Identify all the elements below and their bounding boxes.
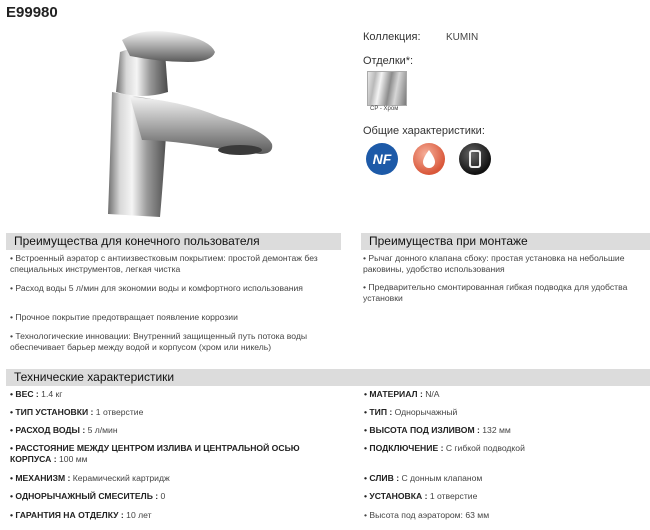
mount-advantage-1: • Рычаг донного клапана сбоку: простая установка на небольшие раковины, удобство использования	[363, 253, 625, 274]
section-header-user-advantages: Преимущества для конечного пользователя	[6, 233, 341, 250]
finish-caption: CP - Хром	[370, 106, 399, 112]
tech-spec-single-lever: • ОДНОРЫЧАЖНЫЙ СМЕСИТЕЛЬ : 0	[10, 491, 166, 501]
characteristics-label: Общие характеристики:	[363, 125, 485, 137]
tech-spec-warranty: • ГАРАНТИЯ НА ОТДЕЛКУ : 10 лет	[10, 510, 152, 520]
user-advantage-4: • Технологические инновации: Внутренний защищенный путь потока воды обеспечивает барьер между водой и корпусом (хром или никель)	[10, 331, 308, 352]
tech-spec-mechanism: • МЕХАНИЗМ : Керамический картридж	[10, 473, 170, 483]
tech-spec-spout-height: • ВЫСОТА ПОД ИЗЛИВОМ : 132 мм	[364, 425, 511, 435]
tech-spec-material: • МАТЕРИАЛ : N/A	[364, 389, 440, 399]
water-drop-icon	[413, 143, 445, 175]
finishes-label: Отделки*:	[363, 55, 414, 67]
nf-certification-icon: NF	[366, 143, 398, 175]
user-advantage-3: • Прочное покрытие предотвращает появление коррозии	[10, 312, 238, 322]
tech-spec-type: • ТИП : Однорычажный	[364, 407, 458, 417]
collection-label: Коллекция:	[363, 31, 421, 43]
tech-spec-install-type: • ТИП УСТАНОВКИ : 1 отверстие	[10, 407, 144, 417]
section-header-mount-advantages: Преимущества при монтаже	[361, 233, 650, 250]
chrome-finish-swatch[interactable]	[367, 71, 407, 106]
product-sku: E99980	[6, 4, 58, 21]
section-header-tech-specs: Технические характеристики	[6, 369, 650, 386]
mount-advantage-2: • Предварительно смонтированная гибкая подводка для удобства установки	[363, 282, 628, 303]
tech-spec-flow: • РАСХОД ВОДЫ : 5 л/мин	[10, 425, 118, 435]
collection-value: KUMIN	[446, 32, 479, 43]
tech-spec-installation: • УСТАНОВКА : 1 отверстие	[364, 491, 478, 501]
cartridge-icon	[459, 143, 491, 175]
tech-spec-spout-distance: • РАССТОЯНИЕ МЕЖДУ ЦЕНТРОМ ИЗЛИВА И ЦЕНТРАЛЬНОЙ ОСЬЮ КОРПУСА : 100 мм	[10, 443, 300, 464]
tech-spec-drain: • СЛИВ : С донным клапаном	[364, 473, 483, 483]
tech-spec-weight: • ВЕС : 1.4 кг	[10, 389, 63, 399]
faucet-image	[60, 22, 310, 222]
tech-spec-connection: • ПОДКЛЮЧЕНИЕ : С гибкой подводкой	[364, 443, 525, 453]
user-advantage-2: • Расход воды 5 л/мин для экономии воды и комфортного использования	[10, 283, 303, 293]
tech-spec-aerator-height: • Высота под аэратором: 63 мм	[364, 510, 490, 520]
user-advantage-1: • Встроенный аэратор с антиизвестковым покрытием: простой демонтаж без специальных инструментов, легкая чистка	[10, 253, 318, 274]
